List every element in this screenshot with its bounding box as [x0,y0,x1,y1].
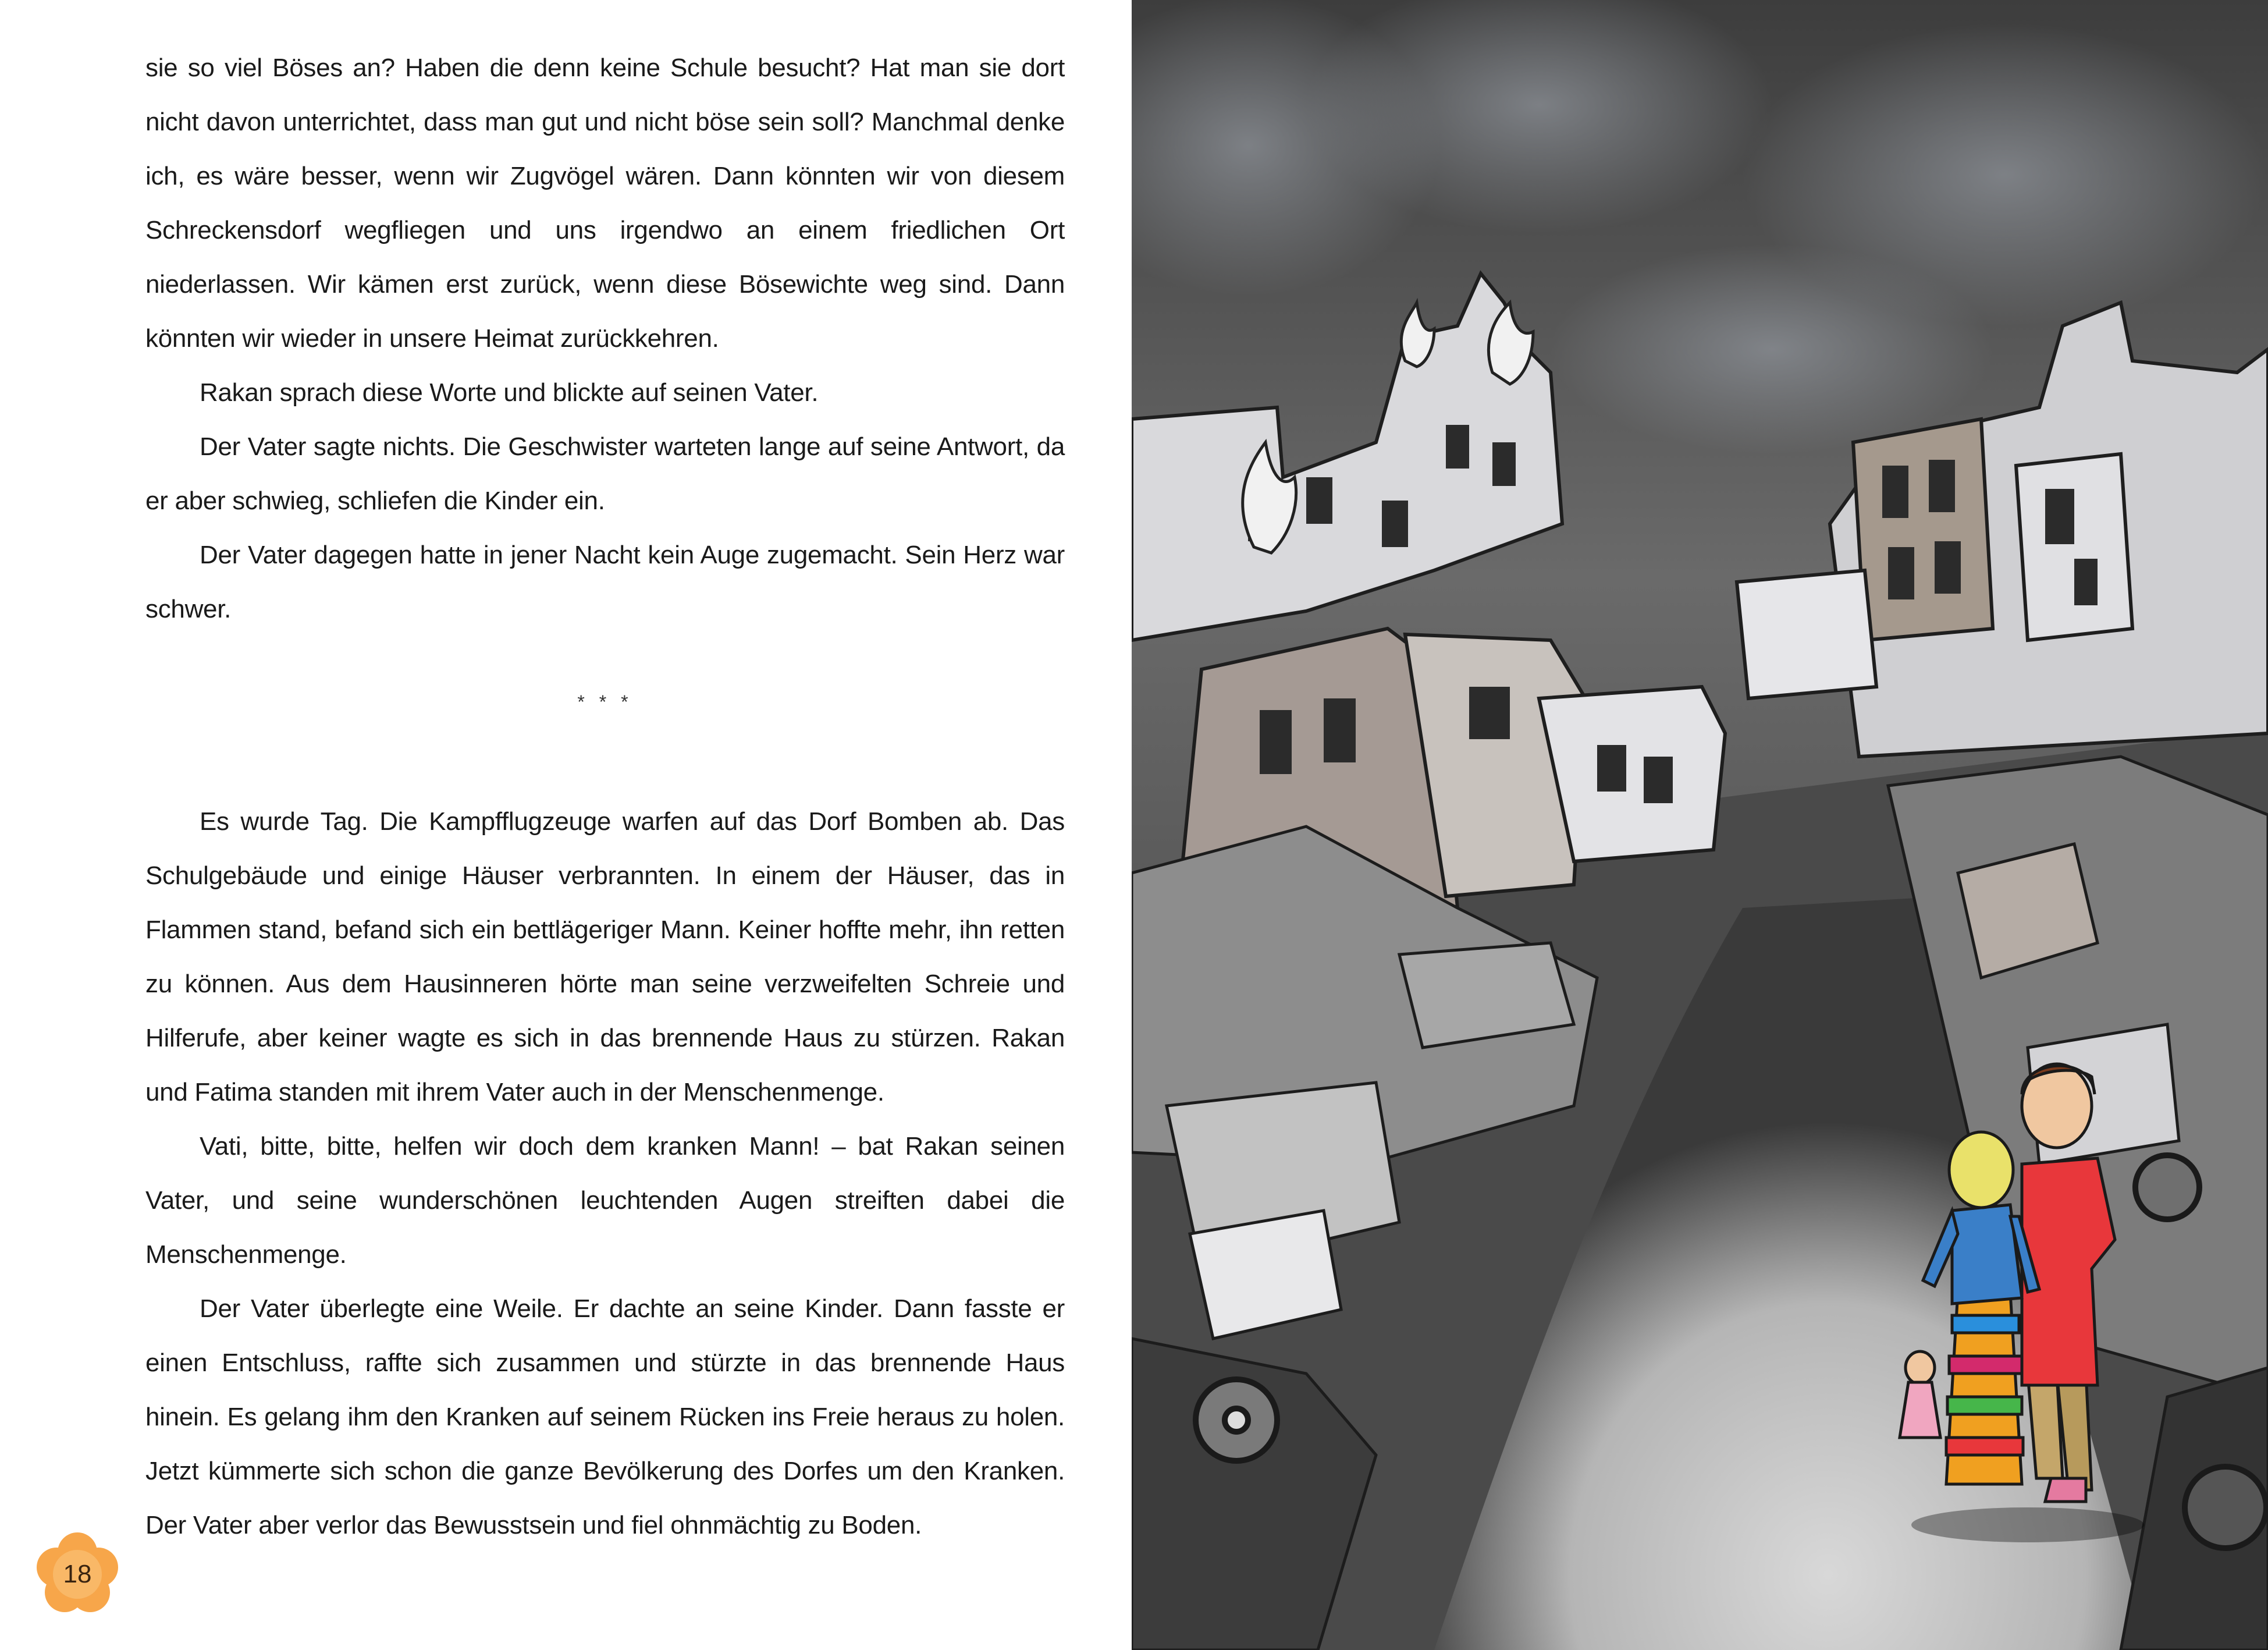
page-number: 18 [63,1560,92,1588]
illustration-ruined-village [1132,0,2268,1650]
paragraph: Der Vater dagegen hatte in jener Nacht kein Auge zugemacht. Sein Herz war schwer. [145,541,1065,623]
ruins-scene-image [1132,0,2268,1650]
paragraph: Der Vater überlegte eine Weile. Er dachte an seine Kinder. Dann fasste er einen Entschluss, raffte sich zusammen und stürzte in das brennende Haus hinein. Es gelang ihm den Kranken auf seinem Rücken ins Freie heraus zu holen. Jetzt kümmerte sich schon die ganze Bevölkerung des Dorfes um den Kranken. Der Vater aber verlor das Bewusstsein und fiel ohnmächtig zu Boden. [145,1294,1065,1539]
paragraph: Vati, bitte, bitte, helfen wir doch dem kranken Mann! – bat Rakan seinen Vater, und seine wunderschönen leuchtenden Augen streiften dabei die Menschenmenge. [145,1132,1065,1269]
text-block-bottom [145,794,1065,1552]
page-number-badge [34,1531,121,1618]
text-block-top [145,41,1065,636]
paragraph: Es wurde Tag. Die Kampfflugzeuge warfen auf das Dorf Bomben ab. Das Schulgebäude und einige Häuser verbrannten. In einem der Häuser, das in Flammen stand, befand sich ein bettlägeriger Mann. Keiner hoffte mehr, ihn retten zu können. Aus dem Hausinneren hörte man seine verzweifelten Schreie und Hilferufe, aber keiner wagte es sich in das brennende Haus zu stürzen. Rakan und Fatima standen mit ihrem Vater auch in der Menschenmenge. [145,807,1065,1106]
paragraph: sie so viel Böses an? Haben die denn keine Schule besucht? Hat man sie dort nicht davon unterrichtet, dass man gut und nicht böse sein soll? Manchmal denke ich, es wäre besser, wenn wir Zugvögel wären. Dann könnten wir von diesem Schreckensdorf wegfliegen und uns irgendwo an einem friedlichen Ort niederlassen. Wir kämen erst zurück, wenn diese Bösewichte weg sind. Dann könnten wir wieder in unsere Heimat zurückkehren. [145,54,1065,353]
paragraph: Der Vater sagte nichts. Die Geschwister warteten lange auf seine Antwort, da er aber schwieg, schliefen die Kinder ein. [145,432,1065,515]
text-page [0,0,1132,1650]
paragraph: Rakan sprach diese Worte und blickte auf seinen Vater. [200,378,819,407]
section-separator: * * * [577,691,633,712]
